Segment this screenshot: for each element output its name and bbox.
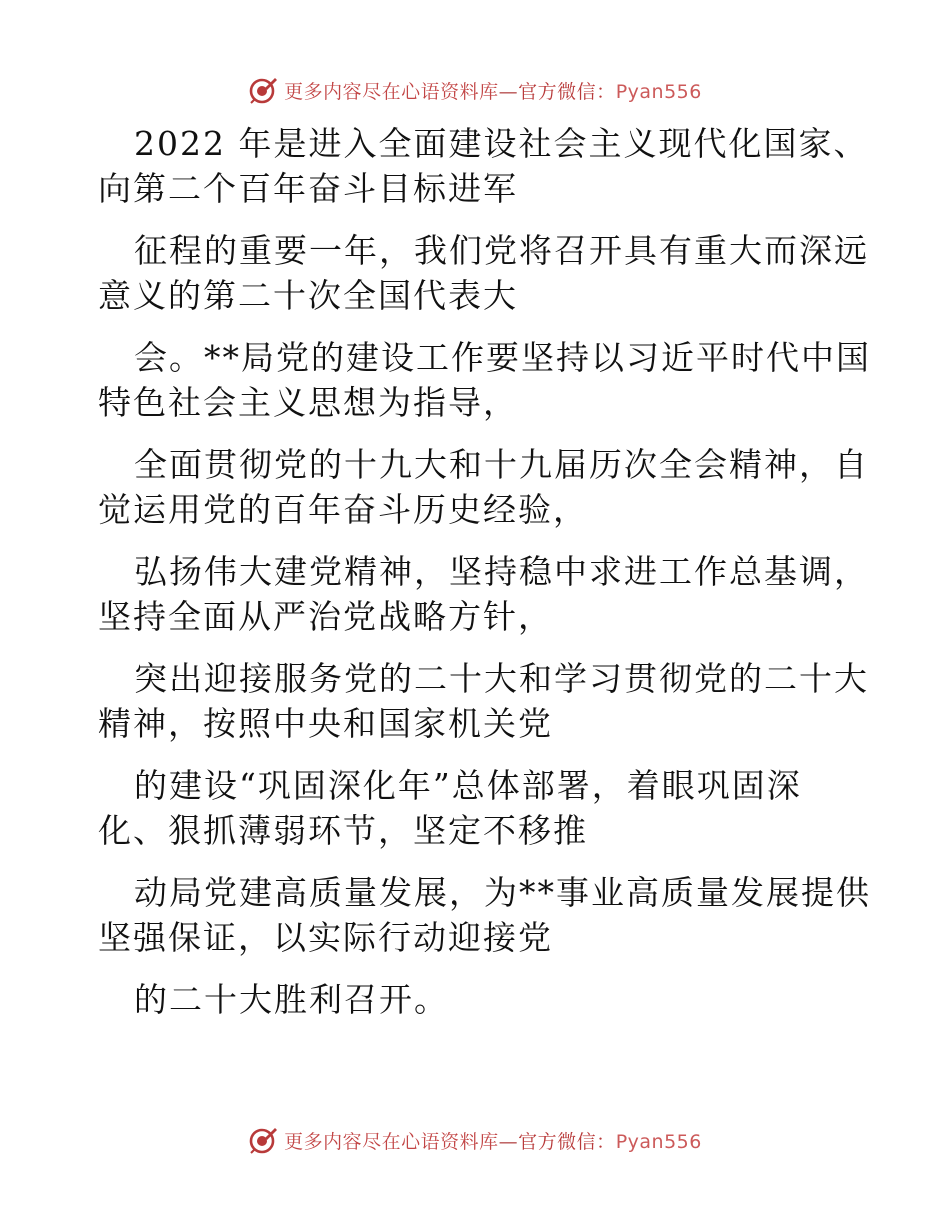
watermark-text	[284, 1127, 702, 1154]
text-line: 征程的重要一年，我们党将召开具有重大而深远	[134, 231, 869, 270]
watermark-text	[284, 77, 702, 104]
pen-nib-logo-icon	[248, 1125, 278, 1155]
text-line: 坚强保证，以实际行动迎接党	[98, 918, 553, 957]
header-watermark	[0, 70, 950, 110]
watermark-wechat-label: 官方微信：	[518, 80, 616, 103]
text-line: 突出迎接服务党的二十大和学习贯彻党的二十大	[134, 659, 869, 698]
text-line: 动局党建高质量发展，为**事业高质量发展提供	[134, 873, 871, 912]
text-line: 的建设“巩固深化年”总体部署，着眼巩固深	[134, 766, 802, 805]
watermark-account: Pyan556	[615, 1130, 702, 1153]
text-line: 化、狠抓薄弱环节，坚定不移推	[98, 811, 588, 850]
text-line: 坚持全面从严治党战略方针，	[98, 597, 553, 636]
text-line: 全面贯彻党的十九大和十九届历次全会精神，自	[134, 445, 869, 484]
watermark-dash: —	[498, 80, 519, 103]
text-line: 会。**局党的建设工作要坚持以习近平时代中国	[134, 338, 871, 377]
watermark-main: 更多内容尽在心语资料库	[284, 80, 499, 103]
footer-watermark	[0, 1120, 950, 1160]
text-line: 意义的第二十次全国代表大	[98, 276, 518, 315]
text-line: 弘扬伟大建党精神，坚持稳中求进工作总基调，	[134, 552, 869, 591]
pen-nib-logo-icon	[248, 75, 278, 105]
text-line: 精神，按照中央和国家机关党	[98, 704, 553, 743]
text-line: 向第二个百年奋斗目标进军	[98, 169, 518, 208]
watermark-main: 更多内容尽在心语资料库	[284, 1130, 499, 1153]
text-line: 2022 年是进入全面建设社会主义现代化国家、	[134, 124, 869, 163]
watermark-account: Pyan556	[615, 80, 702, 103]
watermark-dash: —	[498, 1130, 519, 1153]
text-line: 觉运用党的百年奋斗历史经验，	[98, 490, 588, 529]
text-line: 的二十大胜利召开。	[134, 980, 449, 1019]
text-line: 特色社会主义思想为指导，	[98, 383, 518, 422]
watermark-wechat-label: 官方微信：	[518, 1130, 616, 1153]
document-body	[98, 121, 871, 1022]
